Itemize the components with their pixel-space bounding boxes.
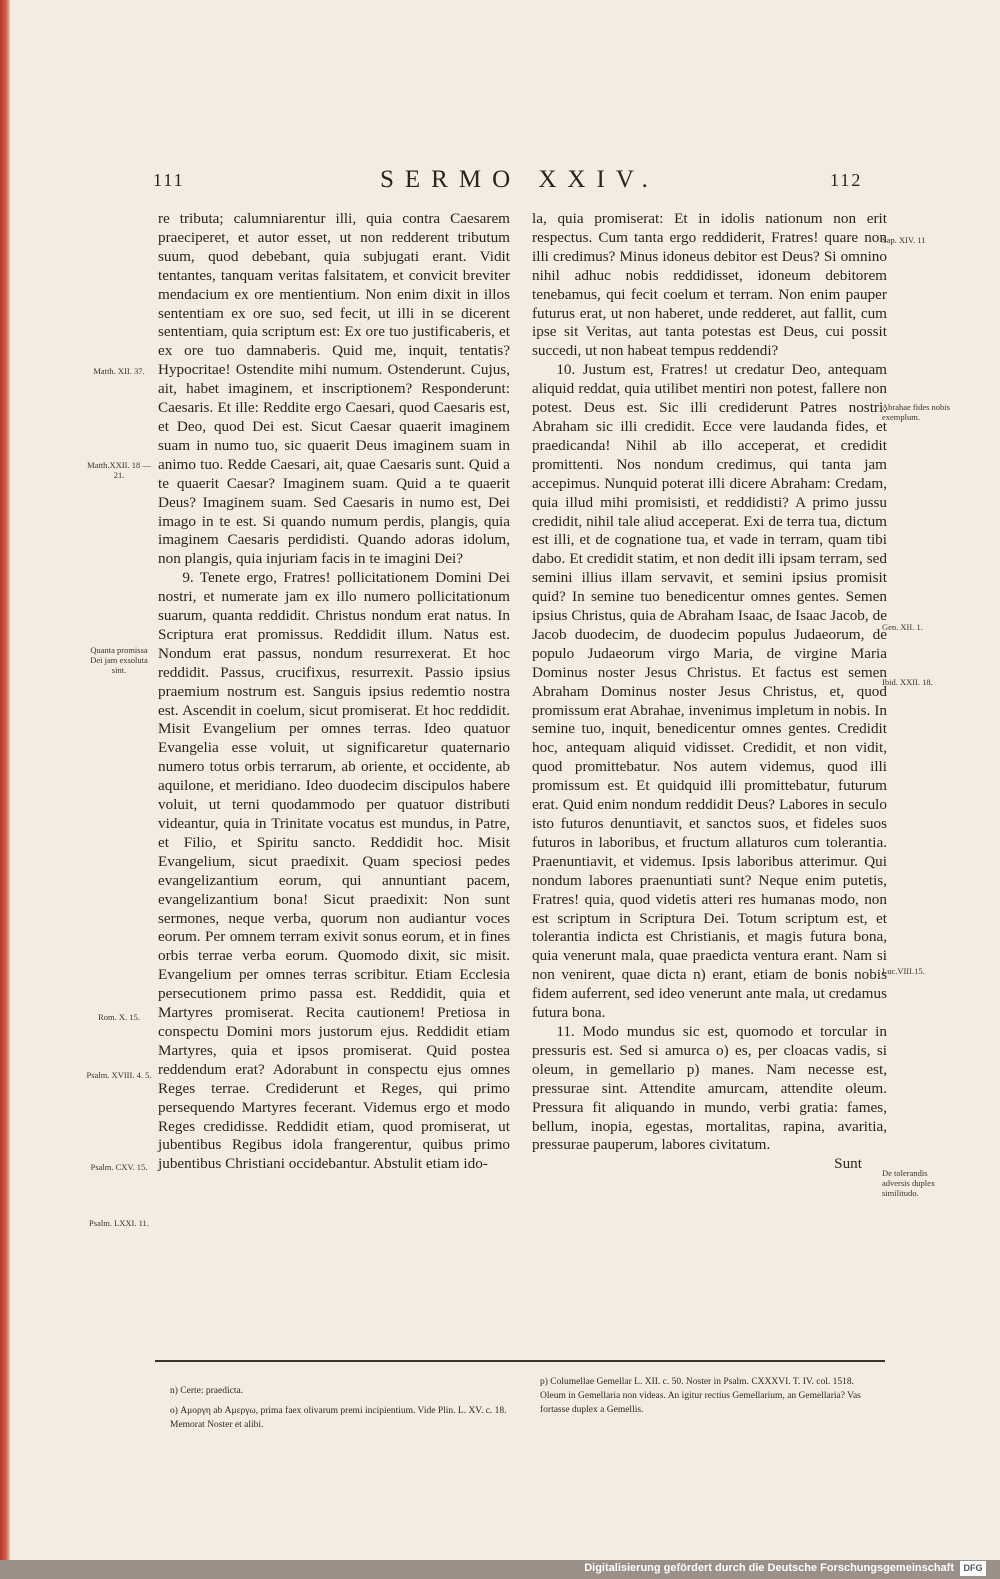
footnotes-right [540,1375,880,1423]
margin-note: Abrahae fides nobis exemplum. [882,402,950,422]
footnote: o) Αμοργη ab Αμεργω, prima faex olivarum premi incipientium. Vide Plin. L. XV. c. 18. Memorat Noster et alibi. [170,1406,507,1430]
paragraph: re tributa; calumniarentur illi, quia contra Caesarem praeciperet, et autor esset, ut non redderent tributum suum, quod debebant, quia subjugati erant. Vidit tentantes, tanquam veritas falsitatem, et convicit breviter mendacium ex ore mentientium. Non enim dixit in illos sententiam ex ore suo, sed fecit, ut illi in se dicerent sententiam, quia scriptum est: Ex ore tuo justificaberis, et ex ore tuo damnaberis. Quid me, inquit, tentatis? Hypocritae! Ostendite mihi numum. Ostenderunt. Cujus, ait, habet imaginem, et inscriptionem? Responderunt: Caesaris. Et ille: Reddite ergo Caesari, quod Caesaris est, et Deo, quod Dei est. Sicut Caesar quaerit imaginem suam in numo tuo, sic quaerit Deus imaginem suam in animo tuo. Redde Caesari, ait, quae Caesaris sunt. Quid a te quaerit Caesar? Imaginem suam. Quid a te quaerit Deus? Imaginem suam. Sed Caesaris in numo est, Dei imago in te est. Si quando numum perdis, plangis, quia imaginem Caesaris perdidisti. Quando adoras idolum, non plangis, quia injuriam facis in te imagini Dei? [158,210,510,568]
margin-note: Rom. X. 15. [98,1012,140,1022]
margin-note: De tolerandis adversis duplex similitudo. [882,1168,936,1198]
paragraph: 10. Justum est, Fratres! ut credatur Deo, antequam aliquid reddat, quia utilibet mentiri non potest, fallere non potest. Deus est. Sic illi crediderunt Patres nostri. Abraham sic illi credidit. Ecce vere laudanda fides, et praedicanda! Nihil ab illo acceperat, et credidit promittenti. Nos nondum credimus, qui tanta jam accepimus. Nunquid poterat illi dicere Abraham: Credam, quia illud mihi promisisti, et reddidisti? A primo jussu credidit, nihil tale aliud acceperat. Exi de terra tua, dictum est illi, et de cognatione tua, et vade in terram, quam tibi dabo. Et credidit statim, et non dedit illi ipsam terram, sed semini illius illam servavit, et semini ipsius promisit quid? In semine tuo benedicentur omnes gentes. Semen ipsius Christus, quia de Abraham Isaac, de Isaac Jacob, de Jacob duodecim, de duodecim populus Judaeorum, de populo Judaeorum virgo Maria, de virgine Maria Dominus noster Jesus Christus. Et factus est semen Abraham Dominus noster Jesus Christus, et, quod promissum erat Abrahae, invenimus impletum in nobis. In semine tuo, inquit, benedicentur omnes gentes. Credidit hoc, antequam aliquid vidisset. Credidit, et non vidit, quod promittebatur. Nos autem videmus, quod illi promissum est. Et quidquid illi promittebatur, futurum erat. Quid enim nondum reddidit Deus? Labores in seculo isto futuros denuntiavit, et sanctos suos, et fideles suos futuros in laboribus, et fructum allaturos cum tolerantia. Praenuntiavit, et videmus. Ipsis laboribus atterimur. Qui nondum labores praenuntiati sunt? Neque enim putetis, Fratres! quia, quod videtis atteri res humanas modo, non est scriptum in Scriptura Dei. Totum scriptum est, et tolerantia indicta est Christianis, et magis futura bona, quia venerunt mala, quae praedicta ventura erant. Nam si non venirent, quae dicta n) erant, etiam de bonis nobis fidem auferrent, sed ideo venerunt ante mala, ut credamus futura bona. [532,361,887,1022]
margin-note: Gen. XII. 1. [882,622,923,632]
margin-note: Psalm. LXXI. 11. [89,1218,149,1228]
margin-note: Psalm. CXV. 15. [90,1162,148,1172]
catchword: Sunt [834,1155,862,1173]
page-edge [0,0,10,1560]
margin-note: Sap. XIV. 11 [882,235,926,245]
paragraph: 11. Modo mundus sic est, quomodo et torcular in pressuris est. Sed si amurca o) es, per cloacas vadis, si oleum, in gemellario p) manes. Nam necesse est, pressurae sint. Attendite amurcam, attendite oleum. Pressura fit aliquando in mundo, verbi gratia: fames, bellum, inopia, egestas, mortalitas, rapina, avaritia, pressurae pauperum, labores civitatum. [532,1022,887,1154]
page-number-left: 111 [153,170,185,190]
footnote-rule [155,1360,885,1362]
margin-note: Matth. XII. 37. [93,366,145,376]
paragraph: 9. Tenete ergo, Fratres! pollicitationem Domini Dei nostri, et numerate jam ex illo numero pollicitationum suarum, quanta reddidit. Christus nondum erat natus. In Scriptura erat promissus. Reddidit illum. Natus est. Nondum erat passus, nondum resurrexerat. Et hoc reddidit. Passus, crucifixus, resurrexit. Passio ipsius praemium nostrum est. Sanguis ipsius redemtio nostra est. Ascendit in coelum, sicut promiserat. Et hoc reddidit. Misit Evangelium per omnes terras. Ideo quatuor Evangelia esse voluit, ut significaretur quaternario numero totus orbis terrarum, ab oriente, et occidente, ab aquilone, et meridiano. Ideo duodecim discipulos habere voluit, ut terni quodammodo per quatuor distributi videantur, quia in Trinitate vocatus est mundus, in Patre, et Filio, et Spiritu sancto. Reddidit hoc. Misit Evangelium, sicut praedixit. Quam speciosi pedes evangelizantium eorum, qui annuntiant pacem, evangelizantium bona! Sicut praedixit: Non sunt sermones, neque verba, quorum non audiantur voces eorum. Per omnem terram exivit sonus eorum, et in fines orbis terrae verba eorum. Quomodo dixit, sic misit. Evangelium per omnes terras scribitur. Etiam Ecclesia persecutionem primo passa est. Reddidit, quia et Martyres promiserat. Recita cautionem! Pretiosa in conspectu Domini mors justorum ejus. Reddidit etiam Martyres, quia et ipsos promiserat. Quid postea reddendum erat? Adorabunt in conspectu ejus omnes Reges terrae. Crediderunt et Reges, qui primo persequendo Martyres fecerant. Videmus ergo et modo Reges credidisse. Reddidit etiam, quod promiserat, ut jubentibus Regibus idola frangerentur, quibus primo jubentibus Christiani occidebantur. Abstulit etiam ido- [158,569,510,1173]
margin-note: Psalm. XVIII. 4. 5. [86,1070,152,1080]
margin-note: Luc.VIII.15. [882,966,925,976]
footnote: p) Columellae Gemellar L. XII. c. 50. Noster in Psalm. CXXXVI. T. IV. col. 1518. Oleum in Gemellaria non videas. An igitur rectius Gemellarium, an Gemellaria? Vas fortasse duplex a Gemellis. [540,1377,861,1415]
running-header [10,166,1000,200]
footnotes-left [170,1384,510,1438]
paragraph: la, quia promiserat: Et in idolis nationum non erit respectus. Cum tanta ergo reddiderit, Fratres! quare non illi credimus? Minus idoneus debitor est Deus? Si omnino nihil adhuc nobis reddidisset, idoneum debitorem tenebamus, qui fecit coelum et terram. Non enim pauper futurus erat, ut non haberet, unde redderet, aut fallit, cum ipse sit Veritas, aut tanta potestas est Deus, cui possit succedi, ut non habeat tempus reddendi? [532,210,887,360]
left-column [158,210,510,1174]
margin-note: Quanta promissa Dei jam exsoluta sint. [90,645,148,675]
dfg-logo: DFG [960,1561,986,1576]
page-title: SERMO XXIV. [380,166,659,193]
footnote: n) Certe: praedicta. [170,1386,244,1396]
book-page [10,0,1000,1560]
margin-note: Matth.XXII. 18 — 21. [87,460,151,480]
page-number-right: 112 [830,170,863,190]
margin-note: Ibid. XXII. 18. [882,677,933,687]
funding-notice: Digitalisierung gefördert durch die Deutsche Forschungsgemeinschaft [584,1562,954,1574]
footer-bar [0,1560,1000,1579]
right-column [532,210,887,1174]
